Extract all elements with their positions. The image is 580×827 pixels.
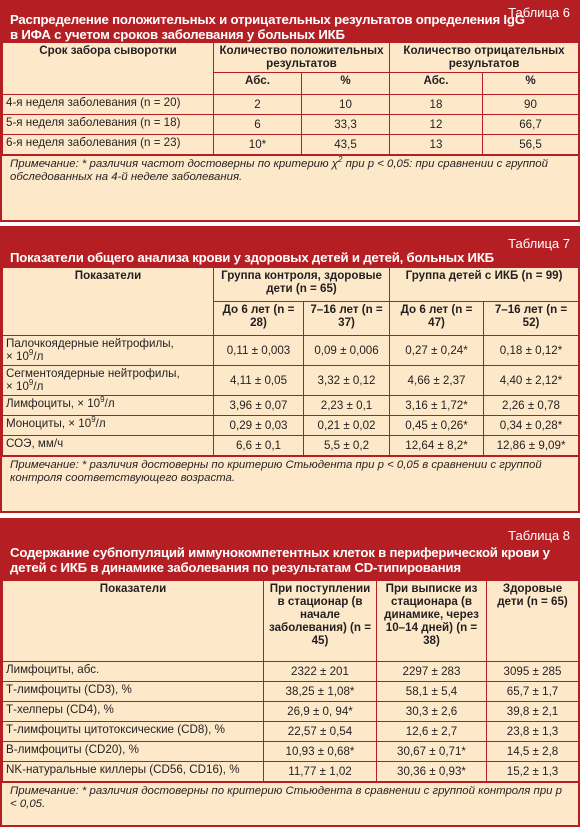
- row-unit-sup: 9: [100, 395, 105, 405]
- cell: 5,5 ± 0,2: [304, 436, 390, 456]
- row-label: Т-лимфоциты цитотоксические (CD8), %: [3, 722, 264, 742]
- row-label-text: Лимфоциты, × 10: [6, 397, 101, 410]
- cell: 3,16 ± 1,72*: [390, 396, 484, 416]
- table-row: [3, 396, 579, 416]
- cell: 30,3 ± 2,6: [377, 702, 487, 722]
- table-8-col-healthy: Здоровые дети (n = 65): [487, 581, 579, 662]
- table-row: [3, 702, 579, 722]
- cell: 13: [390, 135, 483, 155]
- table-6-col-pos-abs: Абс.: [214, 73, 302, 95]
- row-unit: /л: [104, 397, 115, 410]
- table-6-title-line2: в ИФА с учетом сроков заболевания у больных ИКБ: [10, 27, 345, 42]
- row-label: Лимфоциты, абс.: [3, 662, 264, 682]
- table-row: [3, 662, 579, 682]
- row-label: 6-я неделя заболевания (n = 23): [3, 135, 214, 155]
- row-label: В-лимфоциты (CD20), %: [3, 742, 264, 762]
- note-sup: 2: [337, 155, 343, 165]
- table-8-col-indicator: Показатели: [3, 581, 264, 662]
- table-7-grid: [2, 267, 579, 456]
- table-6-col-pos-pct: %: [302, 73, 390, 95]
- cell: 14,5 ± 2,8: [487, 742, 579, 762]
- table-row: [3, 682, 579, 702]
- row-label: [3, 396, 214, 416]
- cell: 0,11 ± 0,003: [214, 336, 304, 366]
- cell: 30,67 ± 0,71*: [377, 742, 487, 762]
- cell: 0,09 ± 0,006: [304, 336, 390, 366]
- table-8-col-discharge: При выписке из стационара (в динамике, через 10–14 дней) (n = 38): [377, 581, 487, 662]
- row-label-text: Сегментоядерные нейтрофилы,: [6, 367, 180, 380]
- cell: 39,8 ± 2,1: [487, 702, 579, 722]
- table-7-header: [2, 228, 578, 267]
- cell: 3095 ± 285: [487, 662, 579, 682]
- table-row: [3, 336, 579, 366]
- table-6-title-line1: Распределение положительных и отрицательных результатов определения IgG: [10, 12, 525, 27]
- note-text: Примечание: * различия частот достоверны по критерию χ: [10, 158, 338, 170]
- table-7-col-c1: До 6 лет (n = 28): [214, 302, 304, 336]
- cell: 6,6 ± 0,1: [214, 436, 304, 456]
- cell: 4,40 ± 2,12*: [484, 366, 579, 396]
- cell: 12,86 ± 9,09*: [484, 436, 579, 456]
- cell: 38,25 ± 1,08*: [264, 682, 377, 702]
- row-unit: /л: [95, 417, 106, 430]
- row-unit: × 10: [6, 350, 29, 363]
- row-unit: /л: [33, 350, 44, 363]
- table-6-note: [2, 155, 578, 186]
- cell: 10: [302, 95, 390, 115]
- table-6-grid: [2, 42, 579, 155]
- table-7-title: Показатели общего анализа крови у здоровых детей и детей, больных ИКБ: [10, 250, 494, 265]
- table-row: [3, 722, 579, 742]
- table-8-number: Таблица 8: [508, 528, 570, 543]
- table-7-number: Таблица 7: [508, 236, 570, 251]
- cell: 4,66 ± 2,37: [390, 366, 484, 396]
- table-row: [3, 115, 579, 135]
- table-8-title-line1: Содержание субпопуляций иммунокомпетентных клеток в периферической крови у: [10, 545, 550, 560]
- row-label: [3, 366, 214, 396]
- table-7-col-i1: До 6 лет (n = 47): [390, 302, 484, 336]
- cell: 12,64 ± 8,2*: [390, 436, 484, 456]
- cell: 12,6 ± 2,7: [377, 722, 487, 742]
- cell: 0,27 ± 0,24*: [390, 336, 484, 366]
- row-label: 5-я неделя заболевания (n = 18): [3, 115, 214, 135]
- table-7-col-c2: 7–16 лет (n = 37): [304, 302, 390, 336]
- table-7-note: Примечание: * различия достоверны по критерию Стьюдента при p < 0,05 в сравнении с группой контроля соответствующего возраста.: [2, 456, 578, 487]
- cell: 90: [483, 95, 579, 115]
- table-6-col-neg-pct: %: [483, 73, 579, 95]
- table-row: [3, 135, 579, 155]
- cell: 4,11 ± 0,05: [214, 366, 304, 396]
- cell: 0,18 ± 0,12*: [484, 336, 579, 366]
- table-7-col-ikb: Группа детей с ИКБ (n = 99): [390, 268, 579, 302]
- cell: 30,36 ± 0,93*: [377, 762, 487, 782]
- table-6-col-neg-abs: Абс.: [390, 73, 483, 95]
- cell: 26,9 ± 0, 94*: [264, 702, 377, 722]
- cell: 2322 ± 201: [264, 662, 377, 682]
- table-8-col-admission: При поступлении в стационар (в начале заболевания) (n = 45): [264, 581, 377, 662]
- cell: 65,7 ± 1,7: [487, 682, 579, 702]
- cell: 6: [214, 115, 302, 135]
- table-6-header: [2, 2, 578, 42]
- table-6: [0, 0, 580, 222]
- cell: 2,23 ± 0,1: [304, 396, 390, 416]
- row-label: Т-хелперы (CD4), %: [3, 702, 264, 722]
- row-label: 4-я неделя заболевания (n = 20): [3, 95, 214, 115]
- cell: 0,34 ± 0,28*: [484, 416, 579, 436]
- cell: 2297 ± 283: [377, 662, 487, 682]
- note-text: при p < 0,05: при сравнении с группой обследованных на 4-й неделе заболевания.: [10, 158, 548, 183]
- table-7-col-i2: 7–16 лет (n = 52): [484, 302, 579, 336]
- table-6-col-negative: Количество отрицательных результатов: [390, 43, 579, 73]
- cell: 2: [214, 95, 302, 115]
- row-label-text: Палочкоядерные нейтрофилы,: [6, 337, 174, 350]
- row-unit-sup: 9: [91, 415, 96, 425]
- table-row: [3, 436, 579, 456]
- cell: 0,21 ± 0,02: [304, 416, 390, 436]
- cell: 66,7: [483, 115, 579, 135]
- cell: 58,1 ± 5,4: [377, 682, 487, 702]
- table-8-header: [2, 520, 578, 580]
- table-row: [3, 742, 579, 762]
- cell: 2,26 ± 0,78: [484, 396, 579, 416]
- cell: 10,93 ± 0,68*: [264, 742, 377, 762]
- table-8-note: Примечание: * различия достоверны по критерию Стьюдента в сравнении с группой контроля при p < 0,05.: [2, 782, 578, 813]
- cell: 3,32 ± 0,12: [304, 366, 390, 396]
- row-label: Т-лимфоциты (CD3), %: [3, 682, 264, 702]
- row-unit: × 10: [6, 380, 29, 393]
- cell: 0,29 ± 0,03: [214, 416, 304, 436]
- table-8-title-line2: детей с ИКБ в динамике заболевания по результатам CD-типирования: [10, 560, 461, 575]
- table-6-number: Таблица 6: [508, 5, 570, 20]
- table-6-col-period: Срок забора сыворотки: [3, 43, 214, 95]
- cell: 0,45 ± 0,26*: [390, 416, 484, 436]
- table-row: [3, 416, 579, 436]
- cell: 15,2 ± 1,3: [487, 762, 579, 782]
- table-7-col-control: Группа контроля, здоровые дети (n = 65): [214, 268, 390, 302]
- cell: 11,77 ± 1,02: [264, 762, 377, 782]
- row-unit: /л: [33, 380, 44, 393]
- row-label: NK-натуральные киллеры (CD56, CD16), %: [3, 762, 264, 782]
- row-unit-sup: 9: [28, 378, 34, 388]
- row-label-text: Моноциты, × 10: [6, 417, 92, 430]
- table-row: [3, 762, 579, 782]
- cell: 12: [390, 115, 483, 135]
- cell: 43,5: [302, 135, 390, 155]
- cell: 22,57 ± 0,54: [264, 722, 377, 742]
- table-7: [0, 226, 580, 513]
- cell: 10*: [214, 135, 302, 155]
- table-row: [3, 95, 579, 115]
- row-label: [3, 336, 214, 366]
- cell: 33,3: [302, 115, 390, 135]
- table-7-col-indicator: Показатели: [3, 268, 214, 336]
- table-8: [0, 518, 580, 827]
- cell: 23,8 ± 1,3: [487, 722, 579, 742]
- table-row: [3, 366, 579, 396]
- row-label: СОЭ, мм/ч: [3, 436, 214, 456]
- table-6-col-positive: Количество положительных результатов: [214, 43, 390, 73]
- row-label: [3, 416, 214, 436]
- cell: 56,5: [483, 135, 579, 155]
- cell: 3,96 ± 0,07: [214, 396, 304, 416]
- cell: 18: [390, 95, 483, 115]
- row-unit-sup: 9: [28, 348, 34, 358]
- table-8-grid: [2, 580, 579, 782]
